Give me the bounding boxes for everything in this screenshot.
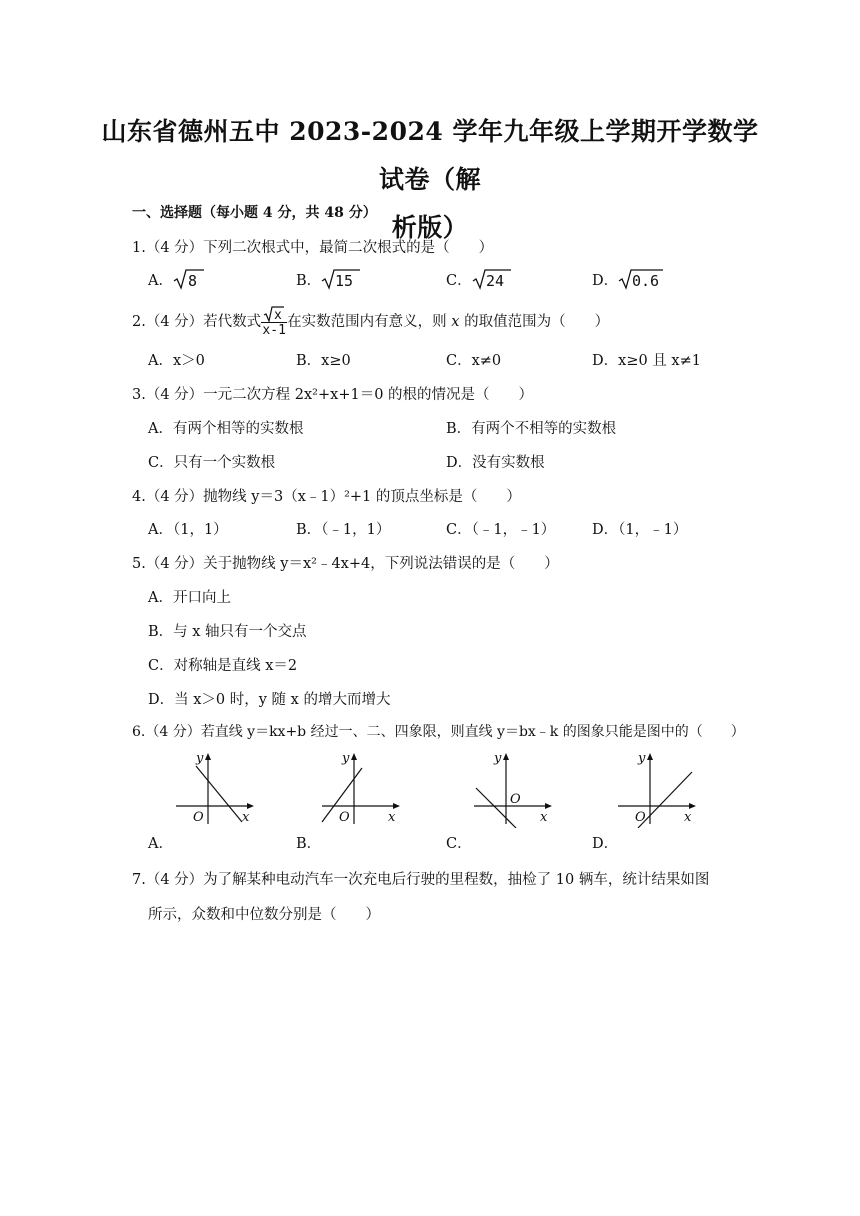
svg-text:y: y	[196, 751, 204, 766]
q2-option-c: C．x≠0	[446, 353, 502, 369]
page-title	[100, 108, 760, 252]
title-line-1: 山东省德州五中 2023-2024 学年九年级上学期开学数学试卷（解	[101, 117, 759, 194]
svg-text:O: O	[510, 792, 521, 807]
svg-text:O: O	[339, 810, 350, 825]
q2-option-a: A．x＞0	[148, 353, 205, 369]
fraction: $\frac{x}{x-1}$	[262, 308, 286, 338]
question-2-stem: 2.（4 分）若代数式 $\frac{x}{x-1}$ 在实数范围内有意义，则 x 的取值范围为（ ）	[132, 308, 610, 338]
graph-a	[172, 748, 262, 828]
q1-option-c: C． 24	[446, 268, 512, 294]
q4-option-a: A．（1，1）	[148, 522, 228, 538]
sqrt-icon	[472, 268, 512, 294]
q3-option-b: B．有两个不相等的实数根	[446, 421, 617, 437]
question-1-stem: 1.（4 分）下列二次根式中，最简二次根式的是（ ）	[132, 240, 494, 256]
question-3-stem: 3.（4 分）一元二次方程 2x²+x+1＝0 的根的情况是（ ）	[132, 387, 534, 403]
graph-b-label: B．	[296, 836, 322, 852]
sqrt-icon	[321, 268, 361, 294]
svg-text:O: O	[635, 810, 646, 825]
question-7-stem-line-2: 所示，众数和中位数分别是（ ）	[148, 907, 380, 923]
q4-option-b: B．（﹣1，1）	[296, 522, 391, 538]
graph-d	[614, 748, 704, 828]
section-heading: 一、选择题（每小题 4 分，共 48 分）	[132, 205, 377, 221]
q2-option-d: D．x≥0 且 x≠1	[592, 353, 701, 369]
svg-text:y: y	[342, 751, 350, 766]
svg-text:y: y	[638, 751, 646, 766]
svg-text:0.6: 0.6	[632, 272, 660, 290]
graph-a-label: A．	[148, 836, 173, 852]
title-line-2: 析版）	[391, 213, 469, 242]
question-4-stem: 4.（4 分）抛物线 y＝3（x﹣1）²+1 的顶点坐标是（ ）	[132, 489, 521, 505]
svg-text:O: O	[193, 810, 204, 825]
question-5-stem: 5.（4 分）关于抛物线 y＝x²﹣4x+4，下列说法错误的是（ ）	[132, 556, 559, 572]
graph-c	[470, 748, 560, 828]
sqrt-icon	[263, 306, 285, 322]
svg-text:15: 15	[335, 272, 354, 290]
svg-text:x: x	[242, 810, 250, 825]
q3-option-c: C．只有一个实数根	[148, 455, 276, 471]
svg-text:x: x	[274, 308, 282, 322]
graph-b	[318, 748, 408, 828]
svg-text:8: 8	[187, 272, 198, 290]
q1-option-a: A． 8	[148, 268, 205, 294]
sqrt-icon	[618, 268, 664, 294]
q4-option-d: D．（1，﹣1）	[592, 522, 688, 538]
svg-text:x: x	[388, 810, 396, 825]
q5-option-b: B．与 x 轴只有一个交点	[148, 624, 307, 640]
sqrt-icon	[173, 268, 205, 294]
graph-c-label: C．	[446, 836, 472, 852]
svg-text:x: x	[684, 810, 692, 825]
q3-option-a: A．有两个相等的实数根	[148, 421, 304, 437]
svg-text:24: 24	[485, 272, 504, 290]
q4-option-c: C．（﹣1，﹣1）	[446, 522, 556, 538]
q1-option-b: B． 15	[296, 268, 361, 294]
q5-option-c: C．对称轴是直线 x＝2	[148, 658, 298, 674]
question-6-stem: 6.（4 分）若直线 y＝kx+b 经过一、二、四象限，则直线 y＝bx﹣k 的图象只能是图中的（ ）	[132, 724, 745, 740]
svg-text:x: x	[540, 810, 548, 825]
graph-d-label: D．	[592, 836, 619, 852]
q2-option-b: B．x≥0	[296, 353, 351, 369]
q5-option-a: A．开口向上	[148, 590, 231, 606]
svg-text:y: y	[494, 751, 502, 766]
q5-option-d: D．当 x＞0 时，y 随 x 的增大而增大	[148, 692, 391, 708]
q1-option-d: D． 0.6	[592, 268, 664, 294]
question-7-stem-line-1: 7.（4 分）为了解某种电动汽车一次充电后行驶的里程数，抽检了 10 辆车，统计结果如图	[132, 872, 710, 888]
q3-option-d: D．没有实数根	[446, 455, 545, 471]
